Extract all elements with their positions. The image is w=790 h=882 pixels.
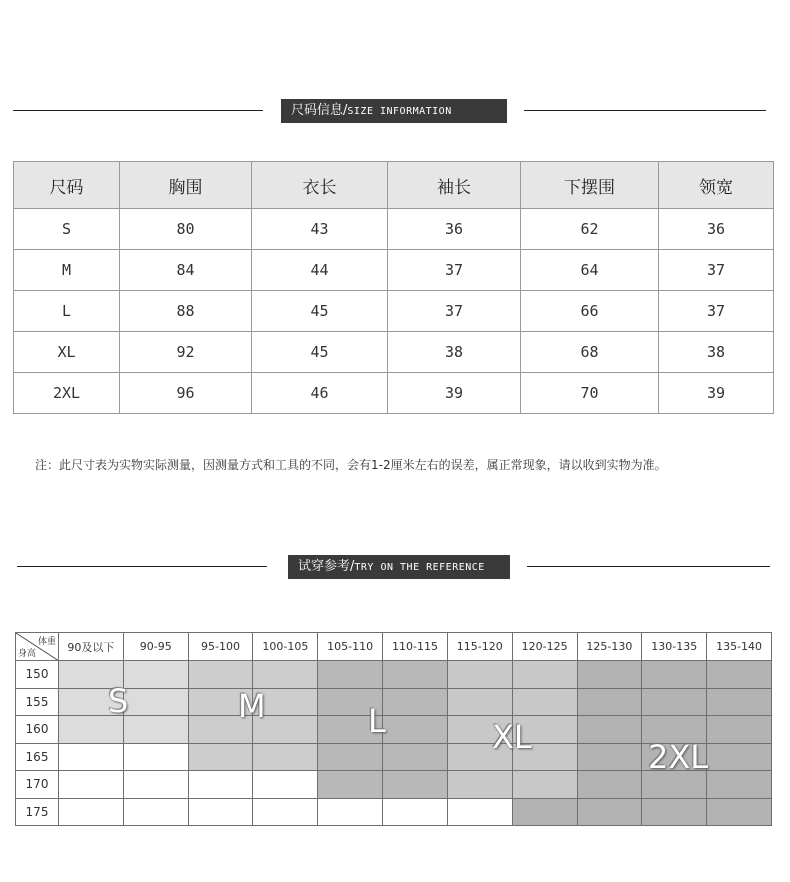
measurement-cell: 36	[659, 209, 774, 250]
try-on-header	[0, 555, 790, 579]
try-on-title	[288, 555, 510, 579]
weight-range-header: 90及以下	[59, 633, 124, 661]
size-overlay-s: S	[108, 682, 129, 720]
try-on-title-en: TRY ON THE REFERENCE	[354, 562, 485, 573]
measurement-cell: 37	[388, 291, 521, 332]
size-overlay-l: L	[368, 702, 386, 740]
fit-cell	[188, 771, 253, 799]
corner-weight-label: 体重	[37, 637, 56, 647]
fit-cell	[59, 798, 124, 826]
size-table-header	[14, 162, 774, 209]
weight-range-header: 115-120	[447, 633, 512, 661]
fit-cell	[707, 661, 772, 689]
fit-cell	[383, 798, 448, 826]
size-col-header: 下摆围	[521, 162, 659, 209]
fit-cell	[383, 716, 448, 744]
fit-cell	[383, 743, 448, 771]
divider-left	[17, 566, 267, 567]
size-overlay-xl: XL	[492, 718, 532, 756]
weight-range-header: 130-135	[642, 633, 707, 661]
weight-range-header: 90-95	[123, 633, 188, 661]
measurement-cell: 88	[120, 291, 252, 332]
try-on-reference-table	[15, 632, 772, 826]
measurement-cell: 44	[252, 250, 388, 291]
size-col-header: 领宽	[659, 162, 774, 209]
divider-left	[13, 110, 263, 111]
size-info-header	[0, 99, 790, 123]
size-col-header: 胸围	[120, 162, 252, 209]
size-label-cell: L	[14, 291, 120, 332]
fit-cell	[383, 688, 448, 716]
corner-height-label: 身高	[18, 649, 37, 659]
size-col-header: 尺码	[14, 162, 120, 209]
size-col-header: 衣长	[252, 162, 388, 209]
divider-right	[527, 566, 770, 567]
fit-cell	[707, 716, 772, 744]
weight-range-header: 110-115	[383, 633, 448, 661]
size-info-title-cn: 尺码信息/	[291, 103, 348, 118]
fit-cell	[642, 688, 707, 716]
measurement-cell: 39	[388, 373, 521, 414]
fit-cell	[512, 771, 577, 799]
measurement-cell: 62	[521, 209, 659, 250]
measurement-cell: 37	[388, 250, 521, 291]
size-label-cell: 2XL	[14, 373, 120, 414]
weight-height-corner	[16, 633, 59, 661]
weight-range-header: 100-105	[253, 633, 318, 661]
fit-cell	[318, 771, 383, 799]
try-on-title-cn: 试穿参考/	[298, 559, 355, 574]
measurement-cell: 46	[252, 373, 388, 414]
fit-cell	[707, 743, 772, 771]
height-row	[16, 798, 772, 826]
measurement-cell: 96	[120, 373, 252, 414]
fit-cell	[577, 688, 642, 716]
fit-cell	[123, 771, 188, 799]
fit-cell	[123, 688, 188, 716]
divider-right	[524, 110, 766, 111]
measurement-note: 注：此尺寸表为实物实际测量，因测量方式和工具的不同，会有1-2厘米左右的误差，属正常现象，请以收到实物为准。	[35, 458, 667, 472]
fit-cell	[577, 661, 642, 689]
height-row	[16, 661, 772, 689]
fit-cell	[59, 771, 124, 799]
size-row	[14, 250, 774, 291]
fit-cell	[447, 661, 512, 689]
size-table	[13, 161, 774, 414]
measurement-cell: 37	[659, 291, 774, 332]
weight-range-header: 135-140	[707, 633, 772, 661]
fit-cell	[512, 688, 577, 716]
fit-cell	[188, 743, 253, 771]
fit-cell	[707, 798, 772, 826]
fit-cell	[253, 798, 318, 826]
height-label-cell: 165	[16, 743, 59, 771]
measurement-cell: 36	[388, 209, 521, 250]
weight-range-header: 95-100	[188, 633, 253, 661]
measurement-cell: 84	[120, 250, 252, 291]
fit-cell	[577, 716, 642, 744]
measurement-cell: 45	[252, 332, 388, 373]
fit-cell	[577, 798, 642, 826]
fit-cell	[123, 661, 188, 689]
fit-cell	[447, 798, 512, 826]
fit-cell	[188, 661, 253, 689]
size-overlay-2xl: 2XL	[648, 738, 709, 776]
size-row	[14, 291, 774, 332]
fit-cell	[318, 798, 383, 826]
fit-cell	[383, 771, 448, 799]
measurement-cell: 70	[521, 373, 659, 414]
fit-cell	[253, 743, 318, 771]
size-label-cell: M	[14, 250, 120, 291]
fit-cell	[123, 743, 188, 771]
fit-cell	[123, 798, 188, 826]
fit-cell	[577, 771, 642, 799]
height-label-cell: 150	[16, 661, 59, 689]
size-row	[14, 373, 774, 414]
size-table-body	[14, 209, 774, 414]
measurement-cell: 92	[120, 332, 252, 373]
fit-cell	[123, 716, 188, 744]
fit-cell	[253, 661, 318, 689]
fit-cell	[642, 661, 707, 689]
measurement-cell: 38	[659, 332, 774, 373]
height-label-cell: 170	[16, 771, 59, 799]
weight-range-header: 120-125	[512, 633, 577, 661]
fit-cell	[383, 661, 448, 689]
measurement-cell: 45	[252, 291, 388, 332]
size-row	[14, 209, 774, 250]
measurement-cell: 39	[659, 373, 774, 414]
fit-cell	[577, 743, 642, 771]
size-info-title-en: SIZE INFORMATION	[347, 106, 452, 117]
height-label-cell: 160	[16, 716, 59, 744]
fit-cell	[512, 661, 577, 689]
fit-cell	[59, 743, 124, 771]
weight-range-header: 125-130	[577, 633, 642, 661]
height-row	[16, 688, 772, 716]
fit-cell	[707, 688, 772, 716]
fit-cell	[318, 743, 383, 771]
weight-range-header: 105-110	[318, 633, 383, 661]
height-label-cell: 155	[16, 688, 59, 716]
fit-cell	[253, 771, 318, 799]
size-row	[14, 332, 774, 373]
height-label-cell: 175	[16, 798, 59, 826]
measurement-cell: 43	[252, 209, 388, 250]
fit-cell	[318, 661, 383, 689]
fit-cell	[447, 771, 512, 799]
fit-cell	[188, 798, 253, 826]
measurement-cell: 37	[659, 250, 774, 291]
measurement-cell: 64	[521, 250, 659, 291]
measurement-cell: 80	[120, 209, 252, 250]
measurement-cell: 68	[521, 332, 659, 373]
fit-cell	[707, 771, 772, 799]
fit-cell	[447, 688, 512, 716]
measurement-cell: 38	[388, 332, 521, 373]
size-label-cell: S	[14, 209, 120, 250]
size-label-cell: XL	[14, 332, 120, 373]
reference-header-row	[16, 633, 772, 661]
size-col-header: 袖长	[388, 162, 521, 209]
size-overlay-m: M	[238, 687, 266, 725]
measurement-cell: 66	[521, 291, 659, 332]
fit-cell	[642, 798, 707, 826]
fit-cell	[512, 798, 577, 826]
size-info-title	[281, 99, 507, 123]
